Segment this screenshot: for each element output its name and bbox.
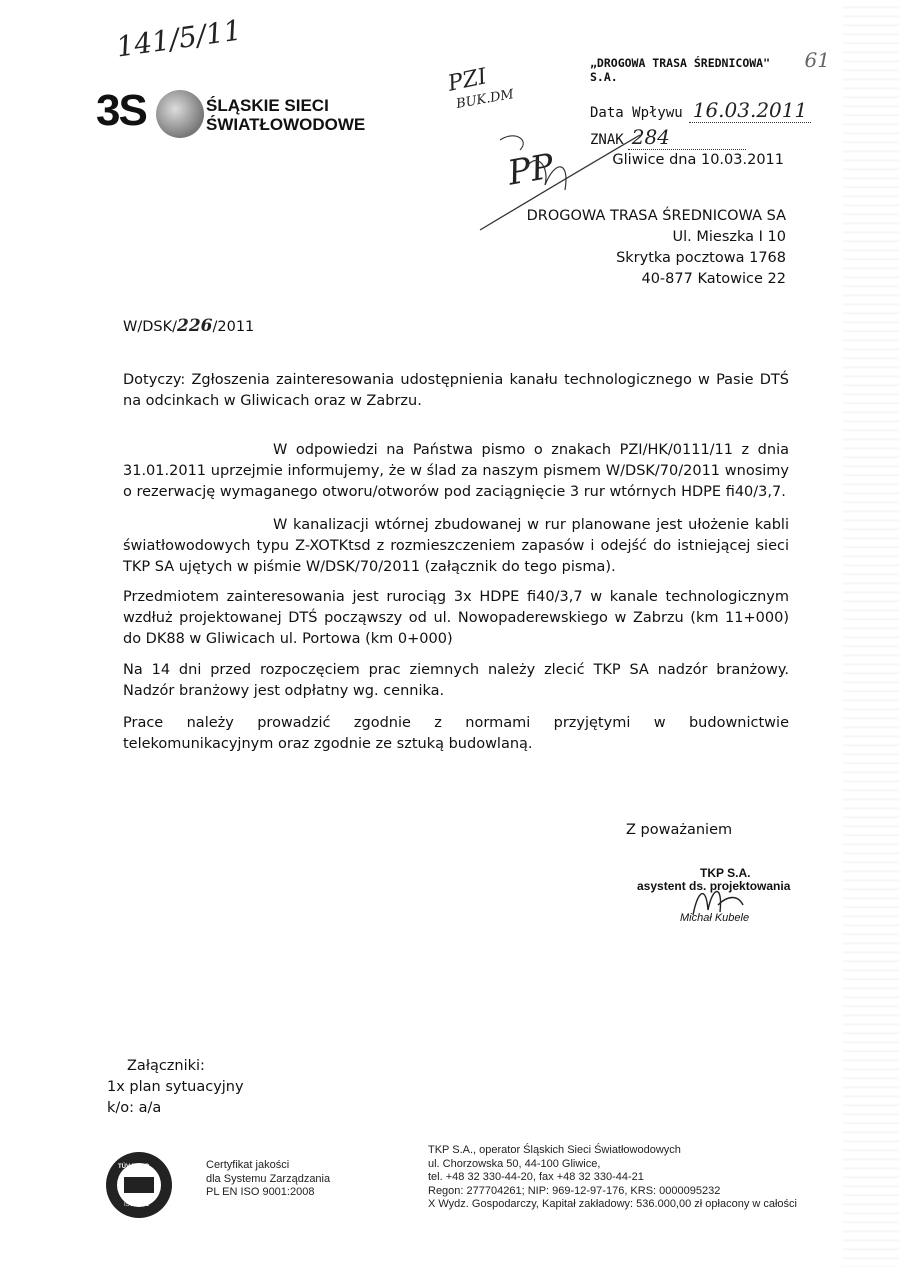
logo-globe-icon xyxy=(154,88,206,140)
certificate-line2: dla Systemu Zarządzania xyxy=(206,1172,331,1185)
signature-company: TKP S.A. xyxy=(700,866,751,880)
recipient-line1: DROGOWA TRASA ŚREDNICOWA SA xyxy=(526,208,786,224)
reference-handwritten-number: 226 xyxy=(177,316,213,336)
subject: Dotyczy: Zgłoszenia zainteresowania udostępnienia kanału technologicznego w Pasie DTŚ na odcinkach w Gliwicach oraz w Zabrzu. xyxy=(123,372,789,409)
logo-text xyxy=(206,96,365,134)
certificate-badge xyxy=(104,1150,174,1220)
signature-name: Michał Kubele xyxy=(680,912,750,924)
place-date: Gliwice dna 10.03.2011 xyxy=(612,152,784,168)
paragraph-2: W kanalizacji wtórnej zbudowanej w rur planowane jest ułożenie kabli światłowodowych typu Z-XOTKtsd z rozmieszczeniem zapasów i odejść do istniejącej sieci TKP SA ujętych w piśmie W/DSK/70/2011 (załącznik do tego pisma). xyxy=(123,517,789,575)
company-logo xyxy=(96,86,396,146)
logo-mark: 3S xyxy=(96,86,146,135)
closing: Z poważaniem xyxy=(626,822,733,838)
certificate-line3: PL EN ISO 9001:2008 xyxy=(206,1186,315,1198)
handwritten-case-number: 141/5/11 xyxy=(114,13,244,64)
footer-line5: X Wydz. Gospodarczy, Kapitał zakładowy: 536.000,00 zł opłacony w całości xyxy=(428,1198,797,1210)
attachments-item: 1x plan sytuacyjny xyxy=(107,1079,244,1095)
footer-line1: TKP S.A., operator Śląskich Sieci Światłowodowych xyxy=(428,1144,681,1156)
tuv-badge-icon xyxy=(104,1150,174,1220)
footer-line4: Regon: 277704261; NIP: 969-12-97-176, KRS: 0000095232 xyxy=(428,1184,721,1197)
handwritten-note-buk: BUK.DM xyxy=(455,87,515,112)
badge-top-text: TÜV NORD xyxy=(118,1164,150,1170)
reference-number xyxy=(123,316,254,338)
signature-title: asystent ds. projektowania xyxy=(637,879,791,893)
reference-prefix: W/DSK/ xyxy=(123,319,177,335)
stamp-znak-label: ZNAK xyxy=(590,132,624,148)
paragraph-3: Przedmiotem zainteresowania jest rurociąg 3x HDPE fi40/3,7 w kanale technologicznym wzdłuż projektowanej DTŚ począwszy od ul. Nowopaderewskiego w Zabrzu (km 11+000) do DK88 w Gliwicach ul. Portowa (km 0+000) xyxy=(123,589,789,647)
company-footer xyxy=(428,1144,797,1212)
stamp-date-value: 16.03.2011 xyxy=(689,98,812,123)
recipient-line3: Skrytka pocztowa 1768 xyxy=(616,250,786,266)
badge-bottom-text: ISO 9001 xyxy=(124,1202,150,1208)
handwritten-note-pzi: PZI xyxy=(445,64,489,97)
paragraph-5: Prace należy prowadzić zgodnie z normami przyjętymi w budownictwie telekomunikacyjnym oraz zgodnie ze sztuką budowlaną. xyxy=(123,715,789,752)
logo-text-line2: ŚWIATŁOWODOWE xyxy=(206,115,366,134)
attachments-ko: k/o: a/a xyxy=(107,1100,162,1116)
attachments-label: Załączniki: xyxy=(127,1058,205,1074)
scan-edge-noise xyxy=(843,0,899,1267)
reference-suffix: /2011 xyxy=(212,319,255,335)
footer-line3: tel. +48 32 330-44-20, fax +48 32 330-44-21 xyxy=(428,1171,644,1183)
footer-line2: ul. Chorzowska 50, 44-100 Gliwice, xyxy=(428,1157,601,1170)
attachments xyxy=(107,1056,244,1119)
recipient-address xyxy=(527,206,786,290)
certificate-line1: Certyfikat jakości xyxy=(206,1159,290,1171)
logo-text-line1: ŚLĄSKIE SIECI xyxy=(206,96,329,115)
stamp-company: „DROGOWA TRASA ŚREDNICOWA" S.A. xyxy=(590,56,771,84)
paragraph-4: Na 14 dni przed rozpoczęciem prac ziemnych należy zlecić TKP SA nadzór branżowy. Nadzór branżowy jest odpłatny wg. cennika. xyxy=(123,662,789,699)
paragraph-1: W odpowiedzi na Państwa pismo o znakach PZI/HK/0111/11 z dnia 31.01.2011 uprzejmie informujemy, że w ślad za naszym pismem W/DSK/70/2011 wnosimy o rezerwację wymaganego otworu/otworów pod zaciągnięcie 3 rur wtórnych HDPE fi40/3,7. xyxy=(123,442,789,500)
stamp-date-label: Data Wpływu xyxy=(590,105,683,121)
recipient-line2: Ul. Mieszka I 10 xyxy=(672,229,786,245)
certificate-text xyxy=(206,1159,330,1200)
handwritten-note-pp: PP xyxy=(504,146,557,194)
stamp-znak-value: 284 xyxy=(628,125,746,150)
recipient-line4: 40-877 Katowice 22 xyxy=(641,271,786,287)
stamp-number: 61 xyxy=(804,48,830,72)
